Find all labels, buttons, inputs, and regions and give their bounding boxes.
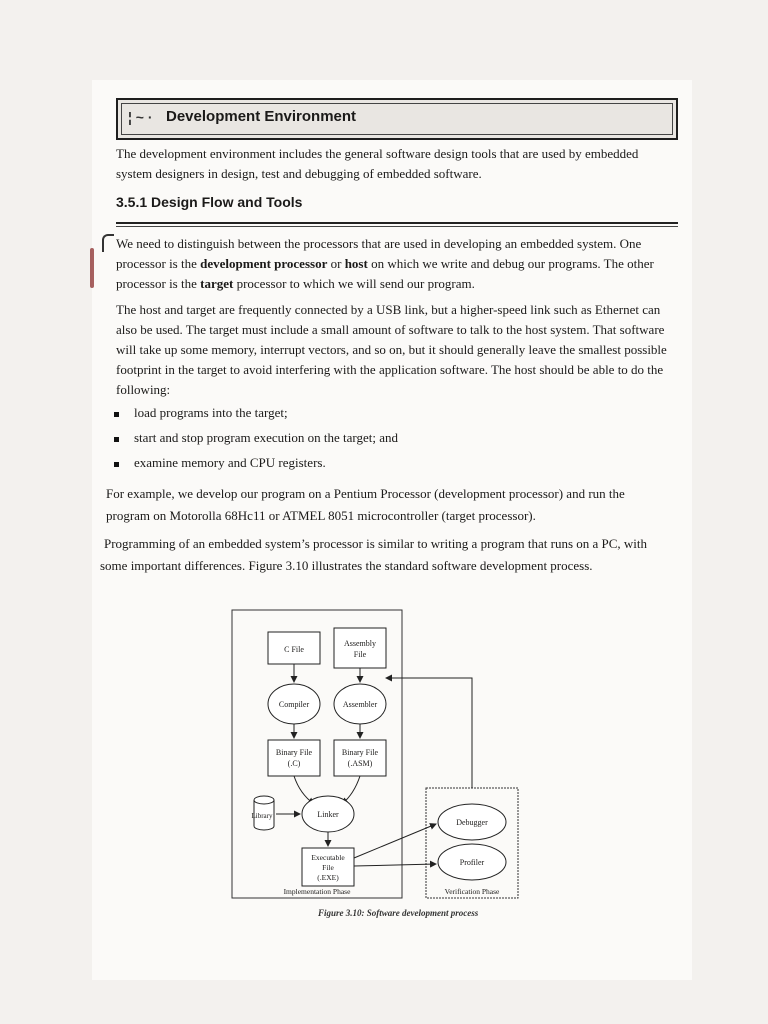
subsection-rule: [116, 222, 678, 224]
executable-label-2: File: [322, 863, 334, 872]
implementation-phase-label: Implementation Phase: [283, 887, 351, 896]
assembly-file-label-1: Assembly: [344, 639, 376, 648]
para1-line-2-a: processor is the: [116, 256, 201, 271]
c-file-label: C File: [284, 645, 304, 654]
arrow-exe-profiler: [354, 864, 436, 866]
assembly-file-label-2: File: [353, 650, 367, 659]
debugger-label: Debugger: [456, 818, 488, 827]
para1-line-3-c: processor to which we will send our program.: [233, 276, 475, 291]
bullet-marker: [114, 412, 119, 417]
para4-line-1: Programming of an embedded system’s processor is similar to writing a program that runs on a PC, with: [104, 536, 648, 551]
binary-asm-box: [334, 740, 386, 776]
bullet-item-2: start and stop program execution on the target; and: [134, 430, 399, 445]
subsection-rule-thin: [116, 226, 678, 227]
binary-asm-label-2: (.ASM): [347, 759, 373, 768]
para1-line-1: We need to distinguish between the processors that are used in developing an embedded system. One: [116, 236, 642, 251]
arrow-exe-debugger: [354, 824, 436, 858]
banner-marks: ¦ ~ ·: [128, 109, 153, 125]
para1-line-2-e: on which we write and debug our programs. The other: [367, 256, 654, 271]
bullet-item-1: load programs into the target;: [134, 405, 288, 420]
para1-line-2-c: or: [327, 256, 345, 271]
verification-phase-label: Verification Phase: [444, 887, 500, 896]
arrow-feedback-loop: [386, 678, 472, 788]
para1-line-2: [116, 256, 654, 272]
intro-line-2: system designers in design, test and debugging of embedded software.: [116, 166, 482, 181]
intro-line-1: The development environment includes the general software design tools that are used by embedded: [116, 146, 639, 161]
para1-term-host: host: [344, 256, 368, 271]
para4-line-2: some important differences. Figure 3.10 illustrates the standard software development process.: [100, 558, 593, 573]
para3-line-2: program on Motorolla 68Hc11 or ATMEL 8051 microcontroller (target processor).: [106, 508, 536, 523]
profiler-label: Profiler: [459, 858, 485, 867]
subsection-title: 3.5.1 Design Flow and Tools: [116, 194, 303, 210]
bullet-marker: [114, 437, 119, 442]
para1-term-development-processor: development processor: [200, 256, 328, 271]
software-development-diagram: [222, 604, 522, 904]
assembler-label: Assembler: [342, 700, 378, 709]
binary-c-box: [268, 740, 320, 776]
para1-line-3: [116, 276, 475, 292]
compiler-label: Compiler: [278, 700, 310, 709]
executable-label-1: Executable: [311, 853, 345, 862]
linker-label: Linker: [317, 810, 339, 819]
binary-c-label-2: (.C): [287, 759, 301, 768]
para2-line-1: The host and target are frequently connected by a USB link, but a higher-speed link such as Ethernet can: [116, 302, 661, 317]
para3-line-1: For example, we develop our program on a Pentium Processor (development processor) and run the: [106, 486, 625, 501]
library-label: Library: [251, 812, 273, 820]
figure-caption: Figure 3.10: Software development process: [318, 908, 479, 918]
margin-mark: [90, 248, 94, 288]
binary-asm-label-1: Binary File: [341, 748, 379, 757]
section-title: Development Environment: [166, 108, 357, 125]
para2-line-2: also be used. The target must include a small amount of software to talk to the host system. That software: [116, 322, 665, 337]
handwritten-bracket: [102, 234, 114, 252]
para1-term-target: target: [200, 276, 234, 291]
para2-line-4: footprint in the target to avoid interfering with the application software. The host should be able to do the: [116, 362, 664, 377]
para2-line-3: will take up some memory, interrupt vectors, and so on, but it should generally leave the smallest possible: [116, 342, 667, 357]
section-banner: [116, 98, 678, 140]
binary-c-label-1: Binary File: [275, 748, 313, 757]
para1-line-3-a: processor is the: [116, 276, 201, 291]
assembly-file-box: [334, 628, 386, 668]
para2-line-5: following:: [116, 382, 171, 397]
executable-label-3: (.EXE): [317, 873, 339, 882]
bullet-marker: [114, 462, 119, 467]
bullet-item-3: examine memory and CPU registers.: [134, 455, 326, 470]
